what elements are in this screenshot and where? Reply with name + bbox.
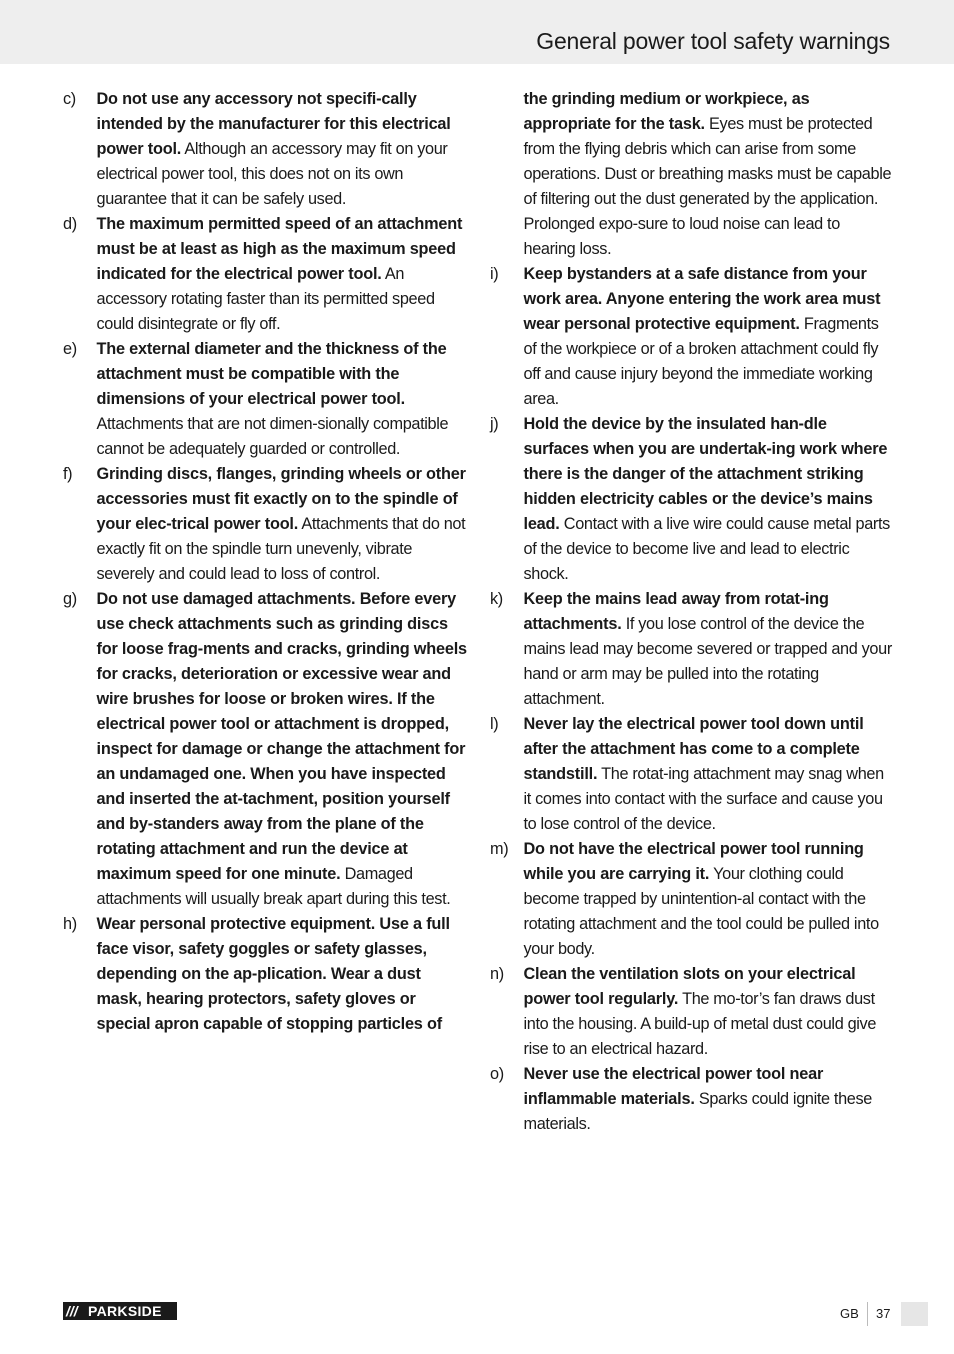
page-title: General power tool safety warnings	[536, 28, 890, 54]
item-heading: Do not have the electrical power tool running while you are carrying it.	[523, 840, 864, 883]
list-item	[490, 1062, 895, 1137]
list-item-continuation	[490, 87, 895, 262]
item-heading: Grinding discs, flanges, grinding wheels or other accessories must fit exactly on to the spindle of your elec-trical power tool.	[96, 465, 466, 533]
item-heading: Wear personal protective equipment. Use a full face visor, safety goggles or safety glasses, depending on the ap-plication. Wear a dust mask, hearing protectors, safety gloves or special apron capable of stopping particles of	[96, 915, 450, 1033]
item-marker: m)	[490, 840, 509, 858]
item-heading: The external diameter and the thickness of the attachment must be compatible with the dimensions of your electrical power tool.	[96, 340, 447, 408]
item-marker: g)	[63, 590, 77, 608]
item-text: Contact with a live wire could cause metal parts of the device to become live and lead to electric shock.	[523, 515, 890, 583]
item-marker: j)	[490, 415, 499, 433]
item-text: An accessory rotating faster than its permitted speed could disintegrate or fly off.	[96, 265, 435, 333]
item-heading: Never lay the electrical power tool down until after the attachment has come to a complete standstill.	[523, 715, 864, 783]
item-heading: Do not use any accessory not specifi-cally intended by the manufacturer for this electrical power tool.	[96, 90, 451, 158]
item-text: Damaged attachments will usually break apart during this test.	[96, 865, 451, 908]
list-item	[63, 462, 468, 587]
list-item	[63, 212, 468, 337]
item-text: If you lose control of the device the mains lead may become severed or trapped and your hand or arm may be pulled into the rotating attachment.	[523, 615, 892, 708]
item-heading: Hold the device by the insulated han-dle surfaces when you are undertak-ing work where there is the danger of the attachment striking hidden electricity cables or the device’s mains lead.	[523, 415, 888, 533]
footer-tab-box	[901, 1302, 928, 1326]
item-text: Although an accessory may fit on your electrical power tool, this does not on its own guarantee that it can be safely used.	[96, 140, 448, 208]
item-marker: h)	[63, 915, 77, 933]
item-text: The mo-tor’s fan draws dust into the housing. A build-up of metal dust could give rise to an electrical hazard.	[523, 990, 877, 1058]
item-text: Attachments that do not exactly fit on the spindle turn unevenly, vibrate severely and could lead to loss of control.	[96, 515, 466, 583]
item-marker: c)	[63, 90, 76, 108]
item-marker: i)	[490, 265, 499, 283]
left-column	[63, 87, 468, 1037]
item-text: Attachments that are not dimen-sionally compatible cannot be adequately guarded or controlled.	[96, 415, 449, 458]
list-item	[63, 337, 468, 462]
item-marker: e)	[63, 340, 77, 358]
item-marker: n)	[490, 965, 504, 983]
parkside-logo	[63, 1302, 177, 1320]
item-heading: Never use the electrical power tool near inflammable materials.	[523, 1065, 824, 1108]
list-item	[63, 912, 468, 1037]
item-heading: Keep the mains lead away from rotat-ing attachments.	[523, 590, 829, 633]
logo-slashes: ///	[66, 1303, 78, 1319]
language-code: GB	[840, 1306, 859, 1321]
list-item	[490, 262, 895, 412]
list-item	[490, 837, 895, 962]
item-heading: the grinding medium or workpiece, as appropriate for the task.	[523, 90, 810, 133]
item-text: Eyes must be protected from the flying debris which can arise from some operations. Dust or breathing masks must be capable of filtering out the dust generated by the application. Prolonged expo-sure to loud noise can lead to hearing loss.	[523, 115, 892, 258]
item-marker: d)	[63, 215, 77, 233]
right-column	[490, 87, 895, 1137]
item-marker: k)	[490, 590, 503, 608]
list-item	[63, 87, 468, 212]
item-heading: Do not use damaged attachments. Before every use check attachments such as grinding discs for loose frag-ments and cracks, grinding wheels for cracks, deterioration or excessive wear and wire brushes for loose or broken wires. If the electrical power tool or attachment is dropped, inspect for damage or change the attachment for an undamaged one. When you have inspected and inserted the at-tachment, position yourself and by-standers away from the plane of the rotating attachment and run the device at maximum speed for one minute.	[96, 590, 467, 883]
header-bar	[0, 0, 954, 64]
page-number: 37	[876, 1306, 891, 1321]
logo-text: PARKSIDE	[88, 1303, 162, 1319]
list-item	[63, 587, 468, 912]
item-heading: Clean the ventilation slots on your electrical power tool regularly.	[523, 965, 856, 1008]
item-text: The rotat-ing attachment may snag when it comes into contact with the surface and cause you to lose control of the device.	[523, 765, 884, 833]
item-marker: o)	[490, 1065, 504, 1083]
item-text: Fragments of the workpiece or of a broken attachment could fly off and cause injury beyond the immediate working area.	[523, 315, 879, 408]
list-item	[490, 712, 895, 837]
list-item	[490, 412, 895, 587]
list-item	[490, 587, 895, 712]
item-text: Your clothing could become trapped by unintention-al contact with the rotating attachment and the tool could be pulled into your body.	[523, 865, 879, 958]
item-heading: The maximum permitted speed of an attachment must be at least as high as the maximum speed indicated for the electrical power tool.	[96, 215, 463, 283]
item-text: Sparks could ignite these materials.	[523, 1090, 872, 1133]
list-item	[490, 962, 895, 1062]
item-marker: f)	[63, 465, 73, 483]
item-heading: Keep bystanders at a safe distance from your work area. Anyone entering the work area must wear personal protective equipment.	[523, 265, 881, 333]
item-marker: l)	[490, 715, 499, 733]
footer-divider	[867, 1302, 868, 1326]
